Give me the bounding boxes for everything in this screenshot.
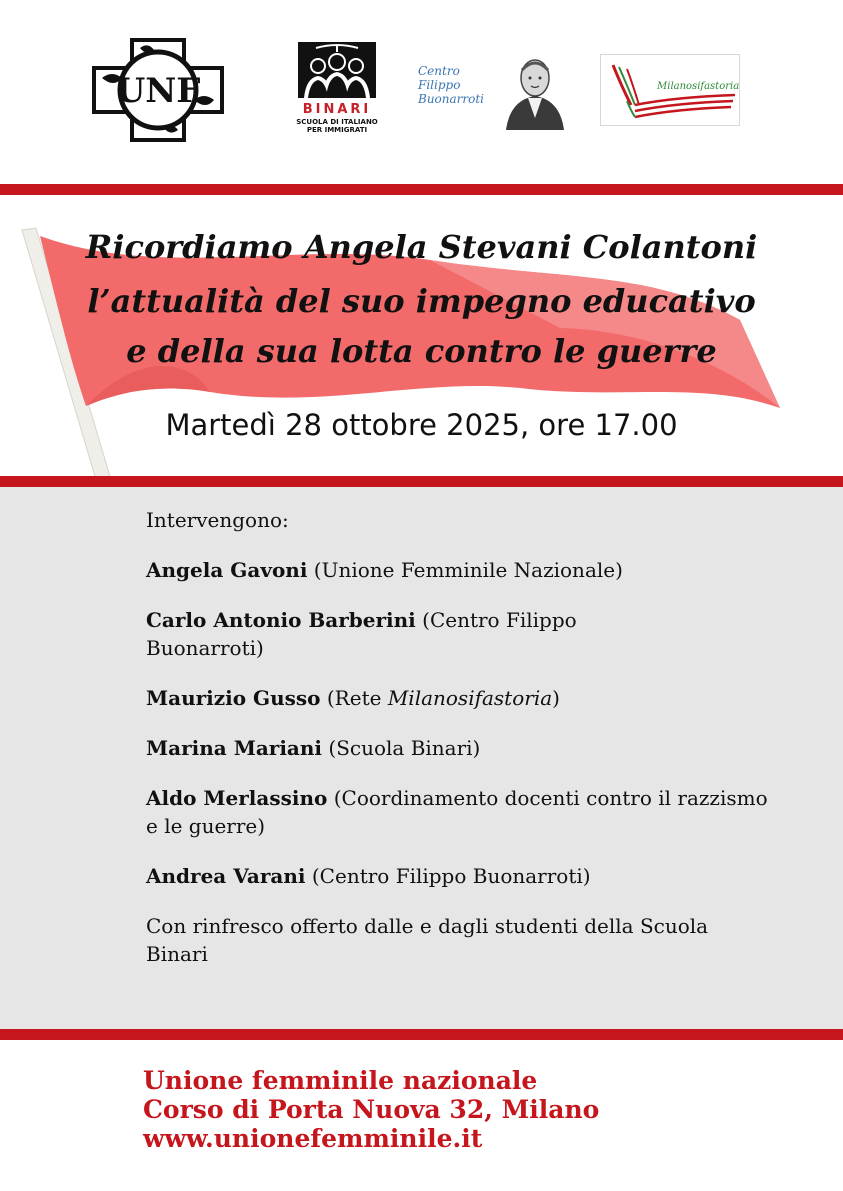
unf-monogram: UNF xyxy=(115,71,201,111)
speaker-item xyxy=(146,606,666,662)
speaker-name: Carlo Antonio Barberini xyxy=(146,608,416,632)
speaker-item xyxy=(146,684,786,712)
speaker-org: (Unione Femminile Nazionale) xyxy=(307,558,623,582)
speaker-org-italic: Milanosifastoria xyxy=(387,686,553,710)
speaker-item xyxy=(146,734,786,762)
speaker-name: Andrea Varani xyxy=(146,864,306,888)
speaker-org: (Rete xyxy=(320,686,388,710)
speaker-name: Marina Mariani xyxy=(146,736,323,760)
speaker-name: Maurizio Gusso xyxy=(146,686,321,710)
speaker-org: (Scuola Binari) xyxy=(322,736,481,760)
bottom-divider xyxy=(0,1029,843,1040)
refreshment-note: Con rinfresco offerto dalle e dagli studenti della Scuola Binari xyxy=(146,914,709,966)
binari-word: BINARI xyxy=(302,102,372,117)
title-line-1: Ricordiamo Angela Stevani Colantoni xyxy=(85,228,758,266)
top-divider xyxy=(0,184,843,195)
cfb-text: Centro Filippo Buonarroti xyxy=(418,64,485,106)
speaker-org: (Centro Filippo Buonarroti) xyxy=(305,864,591,888)
portrait-icon xyxy=(502,52,568,130)
speaker-name: Angela Gavoni xyxy=(146,558,308,582)
speaker-org: (Coordinamento docenti contro il razzismo e le guerre) xyxy=(146,786,768,838)
event-date: Martedì 28 ottobre 2025, ore 17.00 xyxy=(165,408,678,442)
people-icon xyxy=(296,40,378,100)
speaker-item xyxy=(146,784,776,840)
title-line-3: e della sua lotta contro le guerre xyxy=(126,332,717,370)
binari-logo xyxy=(296,40,378,138)
footer xyxy=(143,1066,599,1153)
speaker-name: Aldo Merlassino xyxy=(146,786,328,810)
footer-website: www.unionefemminile.it xyxy=(143,1124,483,1153)
middle-divider xyxy=(0,476,843,487)
unf-monogram-logo xyxy=(92,38,224,142)
footer-org: Unione femminile nazionale xyxy=(143,1066,538,1095)
milanosifastoria-logo xyxy=(600,54,740,126)
speaker-item xyxy=(146,862,786,890)
speakers-list xyxy=(146,506,786,990)
speaker-item xyxy=(146,556,786,584)
milanosifastoria-text: Milanosifastoria xyxy=(657,81,740,92)
speaker-org-end: ) xyxy=(552,686,560,710)
centro-buonarroti-logo xyxy=(418,50,570,130)
speaker-org: (Centro Filippo Buonarroti) xyxy=(146,608,577,660)
speakers-intro: Intervengono: xyxy=(146,508,289,532)
footer-address: Corso di Porta Nuova 32, Milano xyxy=(143,1095,600,1124)
title-line-2: l’attualità del suo impegno educativo xyxy=(87,282,756,320)
binari-subtitle: SCUOLA DI ITALIANO PER IMMIGRATI xyxy=(296,118,378,134)
